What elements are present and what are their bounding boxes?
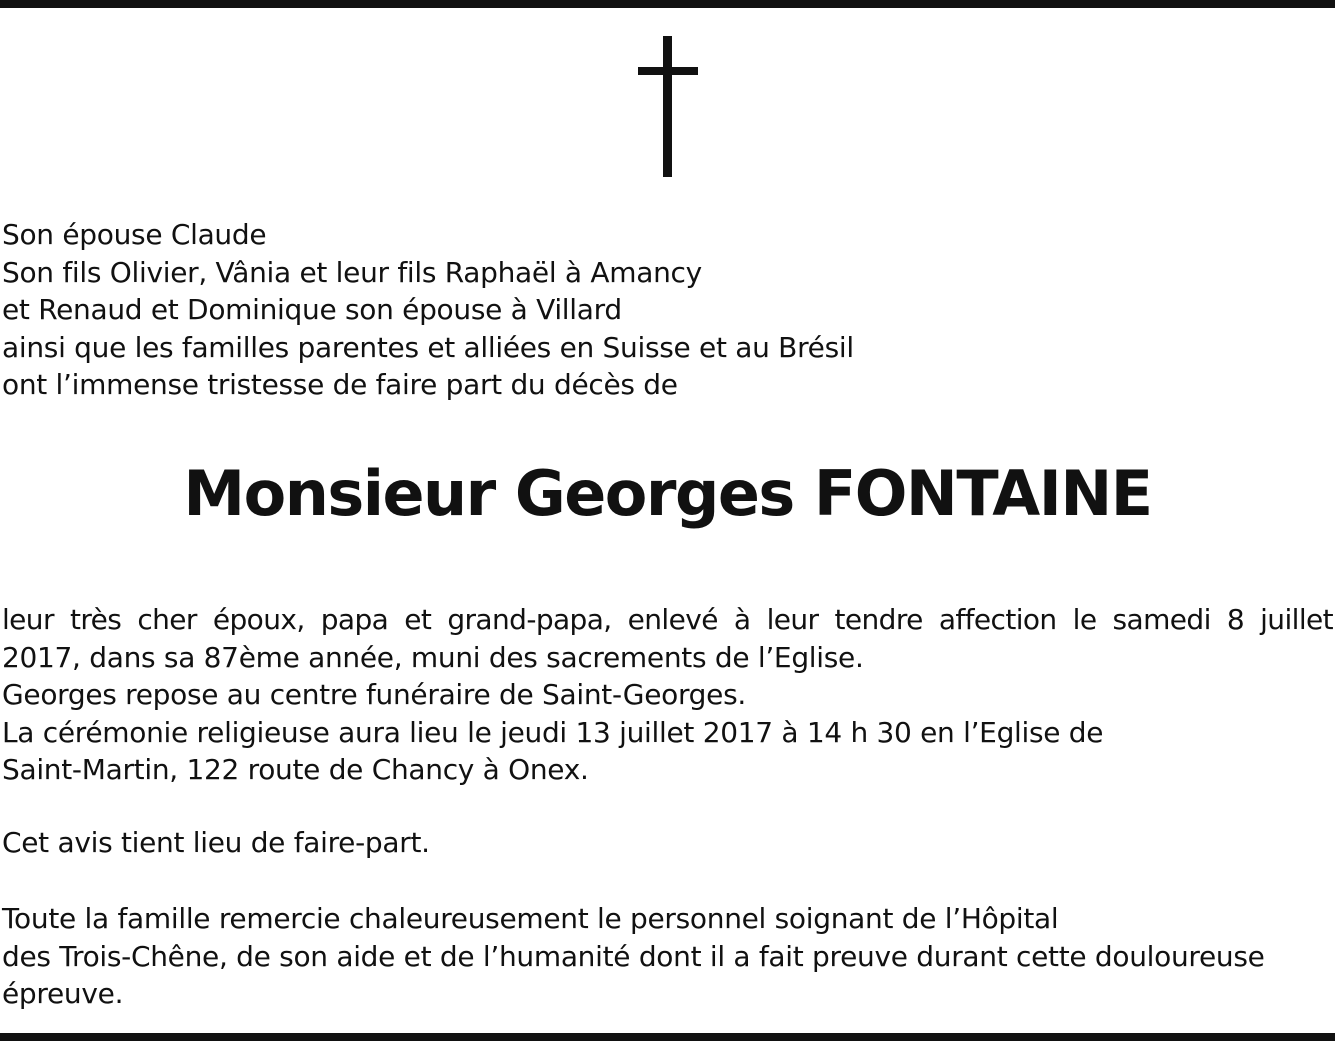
notice-line: Cet avis tient lieu de faire-part. [2, 826, 430, 859]
thanks-line: des Trois-Chêne, de son aide et de l’humanité dont il a fait preuve durant cette douloureuse [2, 939, 1265, 973]
bottom-border-rule [0, 1033, 1335, 1041]
detail-line: Georges repose au centre funéraire de Saint-Georges. [2, 678, 746, 711]
thanks-line: épreuve. [2, 977, 124, 1010]
latin-cross-icon [638, 36, 698, 177]
family-line: ainsi que les familles parentes et alliées en Suisse et au Brésil [2, 330, 854, 364]
notice-text [2, 824, 1333, 862]
thanks-paragraph [2, 900, 1333, 1013]
detail-line: La cérémonie religieuse aura lieu le jeudi 13 juillet 2017 à 14 h 30 en l’Eglise de [2, 715, 1104, 749]
detail-line: 2017, dans sa 87ème année, muni des sacrements de l’Eglise. [2, 640, 864, 674]
thanks-line: Toute la famille remercie chaleureusement le personnel soignant de l’Hôpital [2, 902, 1059, 935]
family-line: Son épouse Claude [2, 218, 267, 251]
detail-line: Saint-Martin, 122 route de Chancy à Onex. [2, 753, 589, 786]
top-border-rule [0, 0, 1335, 8]
family-line: Son fils Olivier, Vânia et leur fils Raphaël à Amancy [2, 255, 702, 289]
detail-line: leur très cher époux, papa et grand-papa, enlevé à leur tendre affection le samedi 8 juillet [2, 603, 1333, 636]
family-announcement [2, 216, 1333, 404]
family-line: et Renaud et Dominique son épouse à Villard [2, 293, 622, 326]
family-line: ont l’immense tristesse de faire part du décès de [2, 368, 678, 401]
funeral-details [2, 601, 1333, 789]
deceased-name: Monsieur Georges FONTAINE [183, 457, 1152, 530]
